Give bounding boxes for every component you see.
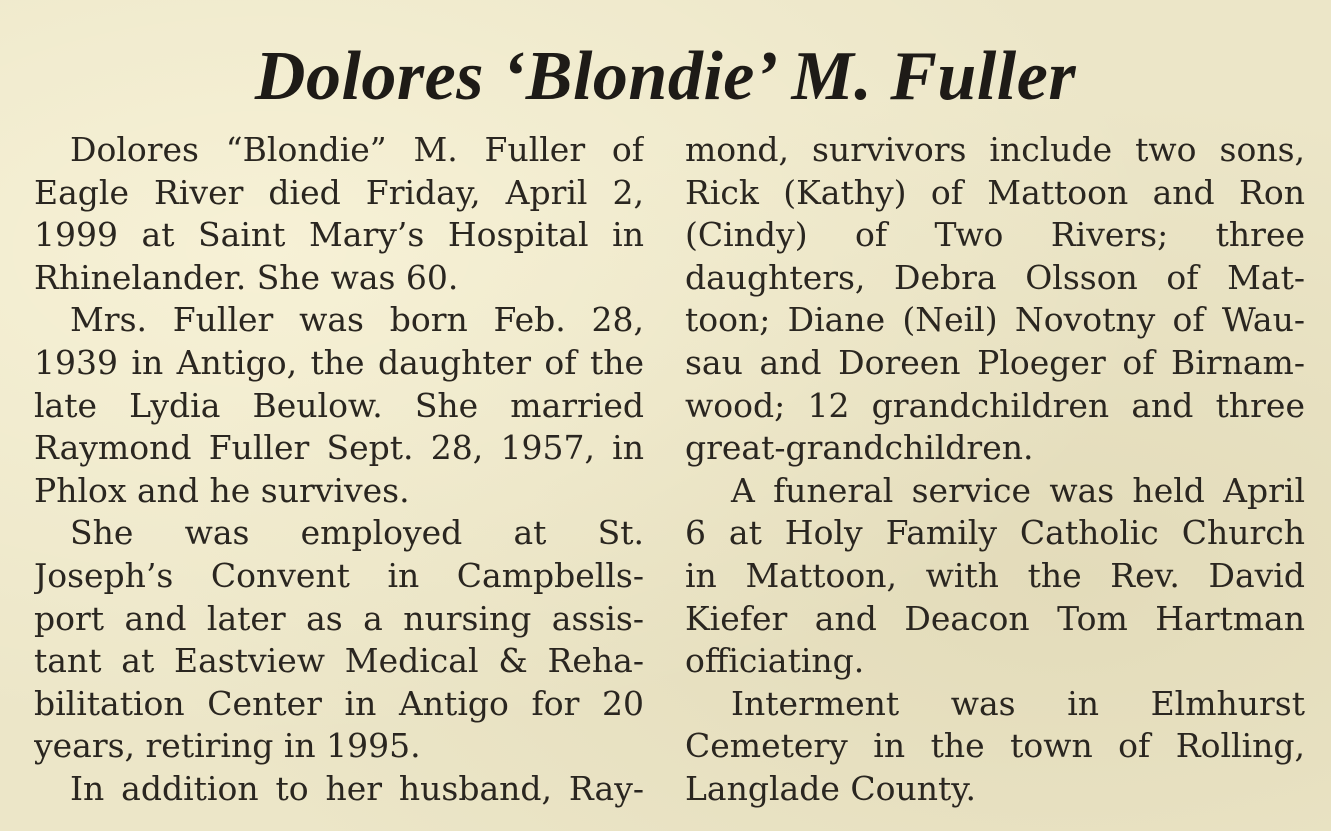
text-line: great-grandchildren. [685,428,1034,468]
text-line: 1999 at Saint Mary’s Hospital in [34,215,644,255]
text-line: Phlox and he survives. [34,470,410,510]
text-line: Mrs. Fuller was born Feb. 28, [70,300,644,340]
text-line: A funeral service was held April [731,470,1305,510]
text-line: late Lydia Beulow. She married [34,385,644,425]
text-line: Raymond Fuller Sept. 28, 1957, in [34,428,644,468]
text-line: mond, survivors include two sons, [685,130,1305,169]
text-line: Rick (Kathy) of Mattoon and Ron [685,172,1305,212]
text-line: daughters, Debra Olsson of Mat- [685,257,1305,297]
text-line: Interment was in Elmhurst [731,683,1305,723]
obituary-headline: Dolores ‘Blondie’ M. Fuller [254,38,1077,115]
left-column [34,129,644,811]
text-line: Cemetery in the town of Rolling, [685,726,1305,766]
text-line: tant at Eastview Medical & Reha- [34,641,644,681]
text-line: wood; 12 grandchildren and three [685,385,1305,425]
text-line: Langlade County. [685,768,976,808]
text-line: (Cindy) of Two Rivers; three [685,215,1305,255]
text-line: officiating. [685,641,865,681]
text-line: Eagle River died Friday, April 2, [34,172,644,212]
text-line: Dolores “Blondie” M. Fuller of [70,130,644,169]
text-line: 1939 in Antigo, the daughter of the [34,342,644,382]
text-line: sau and Doreen Ploeger of Birnam- [685,342,1305,382]
text-line: Joseph’s Convent in Campbells- [34,555,644,595]
text-line: toon; Diane (Neil) Novotny of Wau- [685,300,1305,340]
text-line: Rhinelander. She was 60. [34,257,459,297]
text-line: In addition to her husband, Ray- [70,768,644,808]
right-column [685,129,1305,811]
text-line: 6 at Holy Family Catholic Church [685,513,1305,553]
text-line: in Mattoon, with the Rev. David [685,555,1305,595]
text-line: bilitation Center in Antigo for 20 [34,683,644,723]
text-line: port and later as a nursing assis- [34,598,644,638]
text-line: years, retiring in 1995. [34,726,421,766]
text-line: Kiefer and Deacon Tom Hartman [685,598,1305,638]
text-line: She was employed at St. [70,513,644,553]
